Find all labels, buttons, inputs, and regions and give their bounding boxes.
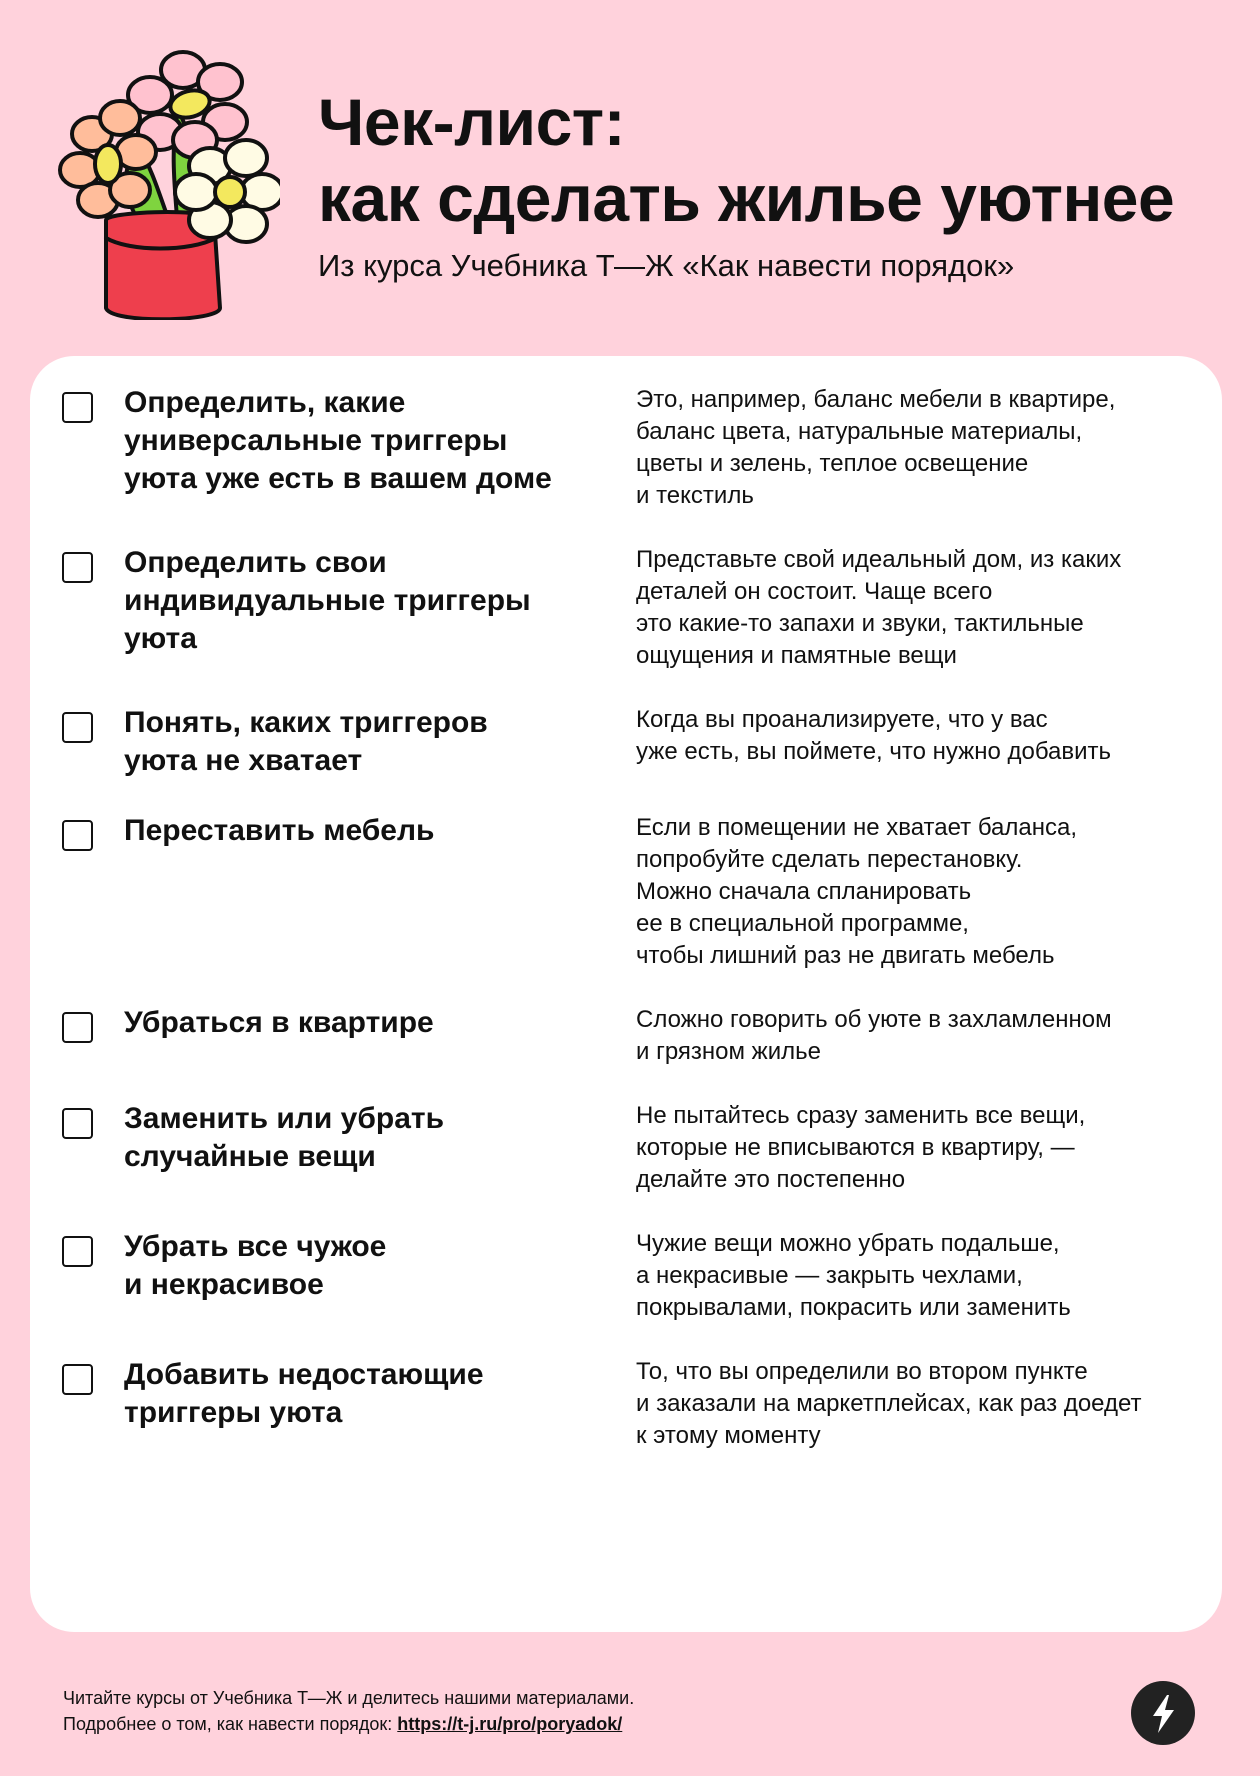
item-description — [636, 1228, 1196, 1324]
title-line-1: Чек-лист: — [318, 85, 626, 159]
item-desc-line: и текстиль — [636, 482, 754, 509]
item-title — [124, 1100, 614, 1176]
title-line-2: как сделать жилье уютнее — [318, 161, 1175, 235]
checkbox[interactable] — [62, 712, 93, 743]
item-description — [636, 384, 1196, 512]
item-desc-line: деталей он состоит. Чаще всего — [636, 578, 993, 605]
item-title-line: уюта уже есть в вашем доме — [124, 462, 552, 495]
item-desc-line: баланс цвета, натуральные материалы, — [636, 418, 1083, 445]
item-title — [124, 1356, 614, 1432]
logo-badge[interactable] — [1131, 1681, 1195, 1745]
item-title-line: случайные вещи — [124, 1140, 376, 1173]
flower-pot-icon — [50, 40, 280, 320]
item-title — [124, 384, 614, 498]
item-desc-line: попробуйте сделать перестановку. — [636, 846, 1023, 873]
item-title-line: универсальные триггеры — [124, 424, 508, 457]
item-title-line: уюта не хватает — [124, 744, 363, 777]
checkbox[interactable] — [62, 392, 93, 423]
item-desc-line: ощущения и памятные вещи — [636, 642, 957, 669]
checkbox[interactable] — [62, 1108, 93, 1139]
item-title-line: триггеры уюта — [124, 1396, 343, 1429]
item-desc-line: и заказали на маркетплейсах, как раз доедет — [636, 1390, 1142, 1417]
item-desc-line: делайте это постепенно — [636, 1166, 906, 1193]
item-desc-line: Это, например, баланс мебели в квартире, — [636, 386, 1116, 413]
checkbox[interactable] — [62, 820, 93, 851]
item-desc-line: Сложно говорить об уюте в захламленном — [636, 1006, 1112, 1033]
item-desc-line: То, что вы определили во втором пункте — [636, 1358, 1088, 1385]
item-title-line: Переставить мебель — [124, 814, 435, 847]
checkbox[interactable] — [62, 1012, 93, 1043]
item-title-line: Убраться в квартире — [124, 1006, 434, 1039]
item-desc-line: чтобы лишний раз не двигать мебель — [636, 942, 1055, 969]
item-desc-line: которые не вписываются в квартиру, — — [636, 1134, 1075, 1161]
subtitle: Из курса Учебника Т—Ж «Как навести порядок» — [318, 248, 1015, 283]
item-description — [636, 1356, 1196, 1452]
item-desc-line: уже есть, вы поймете, что нужно добавить — [636, 738, 1112, 765]
item-title-line: Заменить или убрать — [124, 1102, 445, 1135]
item-title — [124, 812, 614, 850]
item-desc-line: Не пытайтесь сразу заменить все вещи, — [636, 1102, 1086, 1129]
item-description — [636, 704, 1196, 768]
item-desc-line: и грязном жилье — [636, 1038, 821, 1065]
item-title — [124, 544, 614, 658]
item-title-line: и некрасивое — [124, 1268, 324, 1301]
footer-line-2-prefix: Подробнее о том, как навести порядок: — [63, 1714, 398, 1734]
item-title-line: Убрать все чужое — [124, 1230, 387, 1263]
item-title-line: уюта — [124, 622, 197, 655]
footer — [63, 1685, 634, 1737]
item-title — [124, 1228, 614, 1304]
item-desc-line: Представьте свой идеальный дом, из каких — [636, 546, 1122, 573]
item-description — [636, 1004, 1196, 1068]
item-desc-line: покрывалами, покрасить или заменить — [636, 1294, 1071, 1321]
item-desc-line: цветы и зелень, теплое освещение — [636, 450, 1029, 477]
item-title — [124, 704, 614, 780]
item-desc-line: Когда вы проанализируете, что у вас — [636, 706, 1048, 733]
item-desc-line: а некрасивые — закрыть чехлами, — [636, 1262, 1023, 1289]
page-title — [318, 84, 1174, 236]
item-description — [636, 544, 1196, 672]
item-title — [124, 1004, 614, 1042]
item-desc-line: это какие-то запахи и звуки, тактильные — [636, 610, 1084, 637]
item-title-line: индивидуальные триггеры — [124, 584, 531, 617]
item-title-line: Понять, каких триггеров — [124, 706, 488, 739]
item-desc-line: ее в специальной программе, — [636, 910, 969, 937]
item-desc-line: Чужие вещи можно убрать подальше, — [636, 1230, 1060, 1257]
checkbox[interactable] — [62, 1364, 93, 1395]
item-description — [636, 1100, 1196, 1196]
checkbox[interactable] — [62, 552, 93, 583]
item-desc-line: к этому моменту — [636, 1422, 821, 1449]
item-desc-line: Если в помещении не хватает баланса, — [636, 814, 1077, 841]
checklist-card — [30, 356, 1222, 1632]
item-title-line: Определить свои — [124, 546, 387, 579]
footer-link[interactable]: https://t-j.ru/pro/poryadok/ — [397, 1714, 623, 1734]
item-title-line: Определить, какие — [124, 386, 406, 419]
item-title-line: Добавить недостающие — [124, 1358, 484, 1391]
footer-line-2 — [63, 1711, 634, 1737]
item-desc-line: Можно сначала спланировать — [636, 878, 972, 905]
lightning-logo-icon — [1131, 1681, 1195, 1745]
footer-line-1: Читайте курсы от Учебника Т—Ж и делитесь нашими материалами. — [63, 1688, 635, 1708]
item-description — [636, 812, 1196, 972]
checkbox[interactable] — [62, 1236, 93, 1267]
